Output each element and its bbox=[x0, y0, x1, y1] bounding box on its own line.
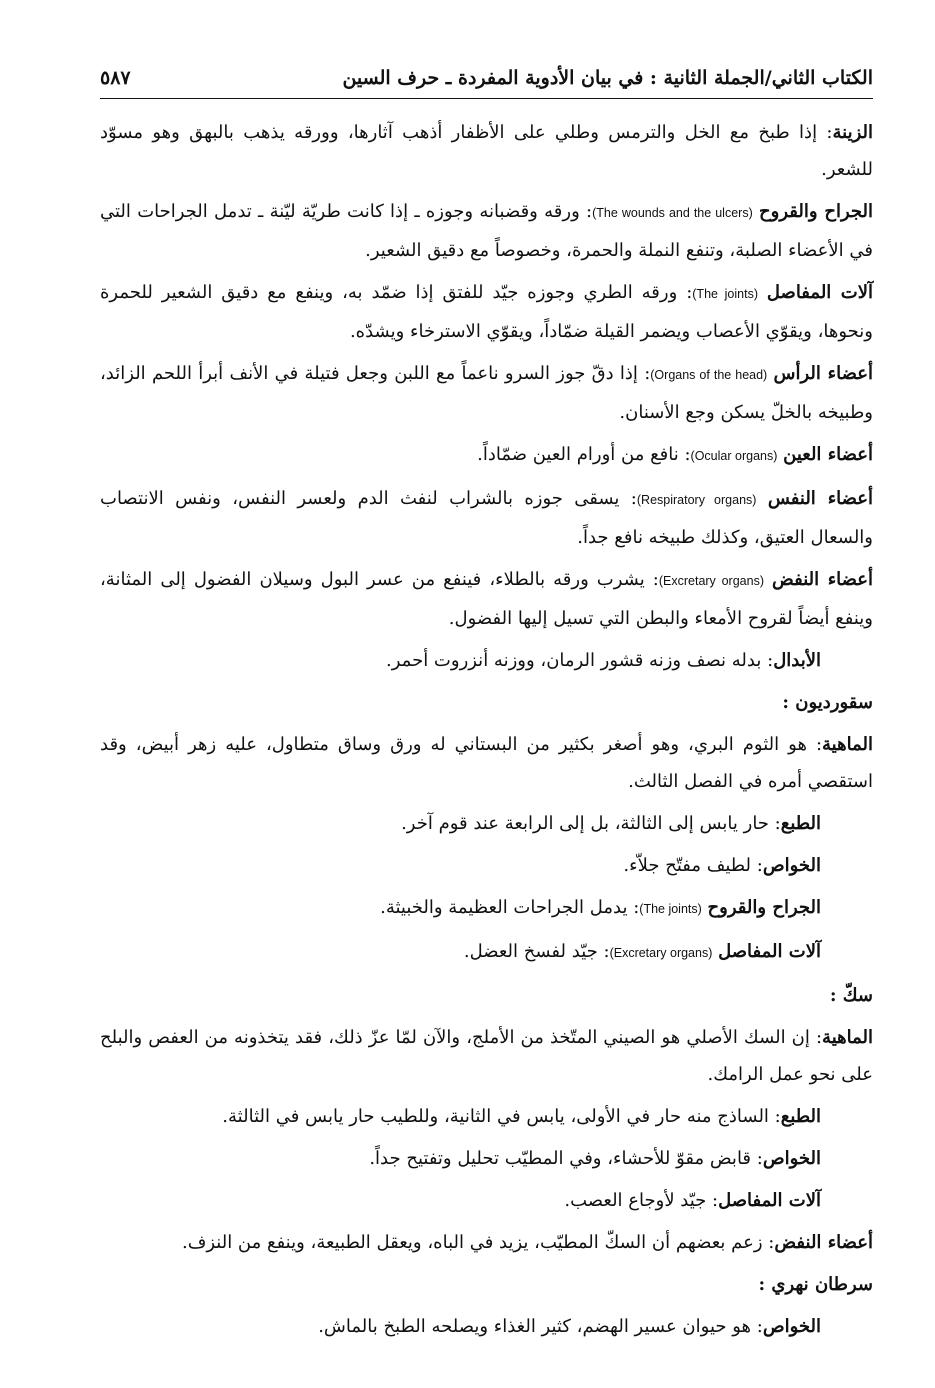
entry-paragraph: الجراح والقروح (The joints): يدمل الجراحات العظيمة والخبيثة. bbox=[380, 897, 821, 918]
entry-term: الخواص bbox=[762, 855, 821, 876]
entry-paragraph: أعضاء العين (Ocular organs): نافع من أورام العين ضمّاداً. bbox=[477, 444, 873, 465]
section-heading: سقورديون : bbox=[782, 692, 873, 713]
page-number: ٥٨٧ bbox=[100, 67, 131, 89]
entry-paragraph: أعضاء النفض (Excretary organs): يشرب ورقه بالطلاء، فينفع من عسر البول وسيلان الفضول إلى المثانة، وينفع أيضاً لقروح الأمعاء والبطن التي تسيل إليها الفضول. bbox=[100, 569, 873, 629]
entry-term: الخواص bbox=[762, 1316, 821, 1337]
entry-text: قابض مقوّ للأحشاء، وفي المطيّب تحليل وتفتيح جداً. bbox=[369, 1148, 752, 1169]
entry-english-gloss: (Respiratory organs) bbox=[636, 493, 757, 507]
entry-text: بدله نصف وزنه قشور الرمان، ووزنه أنزروت أحمر. bbox=[386, 650, 762, 671]
entry-text: إن السك الأصلي هو الصيني المتّخذ من الأملج، والآن لمّا عزّ ذلك، فقد يتخذونه من العفص والبلح على نحو عمل الرامك. bbox=[100, 1027, 873, 1085]
entry-english-gloss: (Ocular organs) bbox=[690, 449, 778, 463]
entry-text: إذا دقّ جوز السرو ناعماً مع اللبن وجعل فتيلة في الأنف أبرأ اللحم الزائد، وطبيخه بالخلّ يسكن وجع الأسنان. bbox=[100, 363, 873, 423]
entry-english-gloss: (The joints) bbox=[692, 287, 758, 301]
entry-text: حار يابس إلى الثالثة، بل إلى الرابعة عند قوم آخر. bbox=[401, 813, 769, 834]
running-header bbox=[100, 58, 873, 98]
entry-text: الساذج منه حار في الأولى، يابس في الثانية، وللطيب حار يابس في الثالثة. bbox=[222, 1106, 769, 1127]
entry-paragraph: آلات المفاصل: جيّد لأوجاع العصب. bbox=[564, 1190, 821, 1211]
entry-english-gloss: (Excretary organs) bbox=[609, 946, 713, 960]
entry-paragraph: الخواص: هو حيوان عسير الهضم، كثير الغذاء ويصلحه الطبخ بالماش. bbox=[318, 1316, 821, 1337]
entry-paragraph: الطبع: حار يابس إلى الثالثة، بل إلى الرابعة عند قوم آخر. bbox=[401, 813, 821, 834]
entry-paragraph: الخواص: لطيف مفتّح جلاّء. bbox=[623, 855, 821, 876]
entry-text: جيّد لفسخ العضل. bbox=[463, 941, 598, 962]
entry-term: الجراح والقروح bbox=[707, 897, 821, 918]
entry-paragraph: الماهية: هو الثوم البري، وهو أصغر بكثير من البستاني له ورق وساق متطاول، عليه زهر أبيض، وقد استقصي أمره في الفصل الثالث. bbox=[100, 734, 873, 792]
entry-paragraph: أعضاء النفس (Respiratory organs): يسقى جوزه بالشراب لنفث الدم ولعسر النفس، ونفس الانتصاب والسعال العتيق، وكذلك طبيخه نافع جداً. bbox=[100, 488, 874, 548]
section-heading: سرطان نهري : bbox=[758, 1274, 873, 1295]
entry-paragraph: أعضاء النفض: زعم بعضهم أن السكّ المطيّب، يزيد في الباه، ويعقل الطبيعة، وينفع من النزف. bbox=[181, 1232, 873, 1253]
page-body bbox=[100, 114, 873, 1350]
entry-term: آلات المفاصل bbox=[766, 282, 873, 303]
entry-paragraph: أعضاء الرأس (Organs of the head): إذا دقّ جوز السرو ناعماً مع اللبن وجعل فتيلة في الأنف أبرأ اللحم الزائد، وطبيخه بالخلّ يسكن وجع الأسنان. bbox=[100, 363, 873, 423]
entry-paragraph: آلات المفاصل (The joints): ورقه الطري وجوزه جيّد للفتق إذا ضمّد به، وينفع مع دقيق الشعير للحمرة ونحوها، ويقوّي الأعصاب ويضمر القيلة ضمّاداً، ويقوّي الاسترخاء ويشدّه. bbox=[100, 282, 873, 342]
entry-term: الطبع bbox=[780, 1106, 821, 1127]
entry-text: هو حيوان عسير الهضم، كثير الغذاء ويصلحه الطبخ بالماش. bbox=[318, 1316, 752, 1337]
entry-text: زعم بعضهم أن السكّ المطيّب، يزيد في الباه، ويعقل الطبيعة، وينفع من النزف. bbox=[181, 1232, 763, 1253]
entry-text: إذا طبخ مع الخل والترمس وطلي على الأظفار أذهب آثارها، وورقه يذهب بالبهق وهو مسوّد للشعر. bbox=[100, 122, 873, 180]
entry-term: أعضاء النفس bbox=[767, 488, 874, 509]
header-rule bbox=[100, 98, 873, 99]
entry-term: الطبع bbox=[780, 813, 821, 834]
entry-term: أعضاء الرأس bbox=[773, 363, 873, 384]
entry-text: هو الثوم البري، وهو أصغر بكثير من البستاني له ورق وساق متطاول، عليه زهر أبيض، وقد استقصي أمره في الفصل الثالث. bbox=[100, 734, 873, 792]
header-title: الكتاب الثاني/الجملة الثانية : في بيان الأدوية المفردة ـ حرف السين bbox=[342, 67, 873, 89]
entry-text: ورقه وقضبانه وجوزه ـ إذا كانت طريّة ليّنة ـ تدمل الجراحات التي في الأعضاء الصلبة، وتنفع النملة والحمرة، وخصوصاً مع دقيق الشعير. bbox=[100, 201, 873, 261]
entry-term: أعضاء النفض bbox=[774, 1232, 873, 1253]
entry-text: يدمل الجراحات العظيمة والخبيثة. bbox=[380, 897, 628, 918]
entry-paragraph: الخواص: قابض مقوّ للأحشاء، وفي المطيّب تحليل وتفتيح جداً. bbox=[369, 1148, 821, 1169]
entry-english-gloss: (The wounds and the ulcers) bbox=[592, 206, 753, 220]
entry-term: الأبدال bbox=[773, 650, 821, 671]
entry-paragraph: الطبع: الساذج منه حار في الأولى، يابس في الثانية، وللطيب حار يابس في الثالثة. bbox=[222, 1106, 821, 1127]
entry-text: جيّد لأوجاع العصب. bbox=[564, 1190, 707, 1211]
entry-english-gloss: (Organs of the head) bbox=[650, 368, 768, 382]
entry-english-gloss: (Excretary organs) bbox=[658, 574, 764, 588]
entry-paragraph: آلات المفاصل (Excretary organs): جيّد لفسخ العضل. bbox=[463, 941, 821, 962]
entry-term: الماهية bbox=[822, 734, 873, 755]
entry-english-gloss: (The joints) bbox=[639, 902, 702, 916]
entry-term: آلات المفاصل bbox=[718, 941, 821, 962]
entry-text: يشرب ورقه بالطلاء، فينفع من عسر البول وسيلان الفضول إلى المثانة، وينفع أيضاً لقروح الأمعاء والبطن التي تسيل إليها الفضول. bbox=[100, 569, 873, 629]
entry-paragraph: الجراح والقروح (The wounds and the ulcers): ورقه وقضبانه وجوزه ـ إذا كانت طريّة ليّنة ـ تدمل الجراحات التي في الأعضاء الصلبة، وتنفع النملة والحمرة، وخصوصاً مع دقيق الشعير. bbox=[100, 201, 874, 261]
entry-term: أعضاء النفض bbox=[772, 569, 873, 590]
entry-text: يسقى جوزه بالشراب لنفث الدم ولعسر النفس، ونفس الانتصاب والسعال العتيق، وكذلك طبيخه نافع جداً. bbox=[100, 488, 873, 548]
entry-text: لطيف مفتّح جلاّء. bbox=[623, 855, 752, 876]
entry-text: نافع من أورام العين ضمّاداً. bbox=[477, 444, 679, 465]
entry-term: الجراح والقروح bbox=[759, 201, 874, 222]
entry-term: أعضاء العين bbox=[783, 444, 873, 465]
entry-term: آلات المفاصل bbox=[718, 1190, 821, 1211]
entry-text: ورقه الطري وجوزه جيّد للفتق إذا ضمّد به، وينفع مع دقيق الشعير للحمرة ونحوها، ويقوّي الأعصاب ويضمر القيلة ضمّاداً، ويقوّي الاسترخاء ويشدّه. bbox=[100, 282, 873, 342]
entry-paragraph: الأبدال: بدله نصف وزنه قشور الرمان، ووزنه أنزروت أحمر. bbox=[386, 650, 821, 671]
entry-term: الخواص bbox=[762, 1148, 821, 1169]
entry-term: الماهية bbox=[822, 1027, 873, 1048]
section-heading: سكّ : bbox=[829, 985, 873, 1006]
entry-paragraph: الماهية: إن السك الأصلي هو الصيني المتّخذ من الأملج، والآن لمّا عزّ ذلك، فقد يتخذونه من العفص والبلح على نحو عمل الرامك. bbox=[100, 1027, 873, 1085]
entry-term: الزينة bbox=[832, 122, 873, 143]
entry-paragraph: الزينة: إذا طبخ مع الخل والترمس وطلي على الأظفار أذهب آثارها، وورقه يذهب بالبهق وهو مسوّد للشعر. bbox=[100, 122, 873, 180]
